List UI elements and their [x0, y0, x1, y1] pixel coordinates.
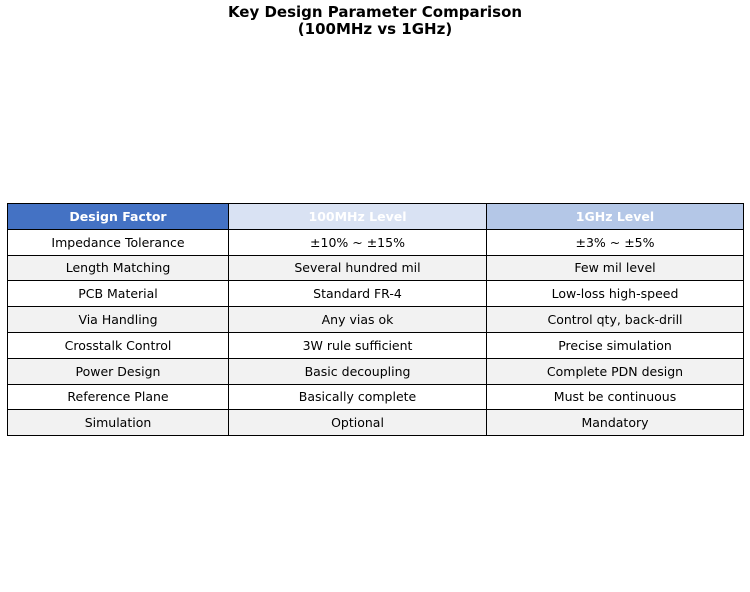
chart-subtitle: (100MHz vs 1GHz): [297, 20, 453, 38]
table-cell-100mhz: Several hundred mil: [229, 255, 487, 281]
table-cell-1ghz: Precise simulation: [487, 332, 744, 358]
table-row: [8, 281, 744, 307]
table-cell-100mhz: Basic decoupling: [229, 358, 487, 384]
table-cell-1ghz: ±3% ~ ±5%: [487, 229, 744, 255]
chart-title-block: [0, 4, 750, 38]
table-row: [8, 358, 744, 384]
header-row: [8, 204, 744, 230]
table-row: [8, 229, 744, 255]
table-cell-1ghz: Control qty, back-drill: [487, 307, 744, 333]
table-row: [8, 255, 744, 281]
table-cell-100mhz: Basically complete: [229, 384, 487, 410]
table-cell-1ghz: Mandatory: [487, 410, 744, 436]
table-cell-100mhz: 3W rule sufficient: [229, 332, 487, 358]
table-cell-factor: Crosstalk Control: [8, 332, 229, 358]
table-cell-factor: Reference Plane: [8, 384, 229, 410]
table-row: [8, 307, 744, 333]
header-cell-design-factor: Design Factor: [8, 204, 229, 230]
header-cell-1ghz-level: 1GHz Level: [487, 204, 744, 230]
table-cell-1ghz: Must be continuous: [487, 384, 744, 410]
table-cell-1ghz: Complete PDN design: [487, 358, 744, 384]
header-cell-100mhz-level: 100MHz Level: [229, 204, 487, 230]
table-header: [8, 204, 744, 230]
table-cell-1ghz: Low-loss high-speed: [487, 281, 744, 307]
table-body: [8, 229, 744, 435]
parameter-table: [7, 203, 744, 436]
table-cell-1ghz: Few mil level: [487, 255, 744, 281]
table-row: [8, 332, 744, 358]
table-cell-factor: Via Handling: [8, 307, 229, 333]
chart-title: Key Design Parameter Comparison: [227, 3, 523, 21]
table-cell-factor: Power Design: [8, 358, 229, 384]
table-cell-factor: Impedance Tolerance: [8, 229, 229, 255]
table-cell-100mhz: ±10% ~ ±15%: [229, 229, 487, 255]
table-cell-100mhz: Standard FR-4: [229, 281, 487, 307]
table-row: [8, 410, 744, 436]
table-cell-factor: Length Matching: [8, 255, 229, 281]
table-row: [8, 384, 744, 410]
table-cell-100mhz: Any vias ok: [229, 307, 487, 333]
table-cell-factor: PCB Material: [8, 281, 229, 307]
table-cell-100mhz: Optional: [229, 410, 487, 436]
table-cell-factor: Simulation: [8, 410, 229, 436]
